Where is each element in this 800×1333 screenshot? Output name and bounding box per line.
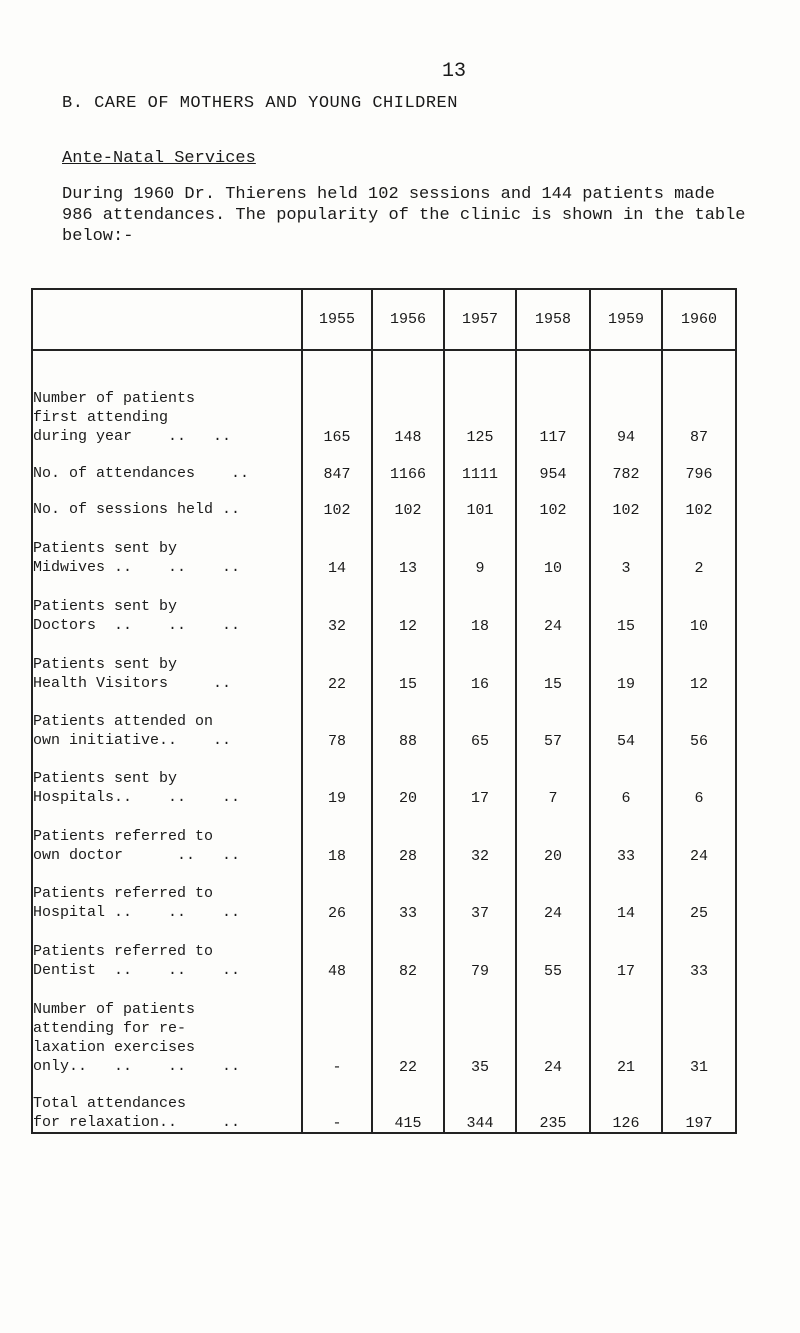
year-header: 1955: [302, 289, 372, 350]
value-cell: 1111: [444, 446, 516, 483]
row-label-line: for relaxation.. ..: [33, 1114, 241, 1131]
value-cell: 54: [590, 693, 662, 750]
year-header: 1960: [662, 289, 736, 350]
value-cell: 33: [662, 922, 736, 980]
value-cell: 847: [302, 446, 372, 483]
row-label-line: No. of sessions held ..: [33, 501, 241, 518]
value-cell: 20: [516, 807, 590, 865]
intro-line: below:-: [62, 227, 134, 246]
year-header: 1958: [516, 289, 590, 350]
value-cell: 94: [590, 350, 662, 446]
value-cell: 55: [516, 922, 590, 980]
value-cell: 26: [302, 865, 372, 922]
row-label-line: own doctor .. ..: [33, 847, 241, 864]
value-cell: 32: [444, 807, 516, 865]
value-cell: 24: [662, 807, 736, 865]
table-body: [32, 350, 736, 1133]
value-cell: 9: [444, 519, 516, 577]
value-cell: 3: [590, 519, 662, 577]
table-row: [32, 1076, 736, 1133]
row-label: [32, 483, 302, 519]
value-cell: 117: [516, 350, 590, 446]
value-cell: 24: [516, 980, 590, 1076]
value-cell: 12: [662, 635, 736, 693]
value-cell: 56: [662, 693, 736, 750]
value-cell: 2: [662, 519, 736, 577]
value-cell: 12: [372, 577, 444, 635]
row-label-line: during year .. ..: [33, 428, 232, 445]
attendance-table: [31, 288, 737, 1134]
table-row: [32, 635, 736, 693]
value-cell: 7: [516, 750, 590, 807]
value-cell: 33: [372, 865, 444, 922]
year-header-row: [32, 289, 736, 350]
value-cell: 15: [590, 577, 662, 635]
value-cell: -: [302, 980, 372, 1076]
row-label: [32, 980, 302, 1076]
value-cell: 102: [516, 483, 590, 519]
row-label-line: Dentist .. .. ..: [33, 962, 241, 979]
row-label-line: first attending: [33, 409, 169, 426]
table-row: [32, 693, 736, 750]
year-header: 1959: [590, 289, 662, 350]
row-label: [32, 750, 302, 807]
value-cell: 6: [662, 750, 736, 807]
value-cell: 17: [590, 922, 662, 980]
table-row: [32, 350, 736, 446]
row-label-line: Number of patients: [33, 1001, 196, 1018]
row-label: [32, 1076, 302, 1133]
value-cell: 31: [662, 980, 736, 1076]
row-label-line: laxation exercises: [33, 1039, 196, 1056]
subheading: Ante-Natal Services: [62, 149, 256, 168]
value-cell: 415: [372, 1076, 444, 1133]
value-cell: 10: [662, 577, 736, 635]
value-cell: 102: [662, 483, 736, 519]
intro-line: During 1960 Dr. Thierens held 102 sessions and 144 patients made: [62, 185, 715, 204]
value-cell: 57: [516, 693, 590, 750]
value-cell: 18: [302, 807, 372, 865]
row-label-line: only.. .. .. ..: [33, 1058, 241, 1075]
value-cell: 16: [444, 635, 516, 693]
value-cell: 14: [590, 865, 662, 922]
page-number: 13: [442, 60, 467, 83]
value-cell: 24: [516, 865, 590, 922]
row-label-line: Patients referred to: [33, 885, 214, 902]
row-label-line: Patients sent by: [33, 656, 178, 673]
row-label-line: Total attendances: [33, 1095, 187, 1112]
year-header: 1956: [372, 289, 444, 350]
row-label-line: Number of patients: [33, 390, 196, 407]
header-label-cell: [32, 289, 302, 350]
row-label-line: Patients referred to: [33, 943, 214, 960]
table-row: [32, 980, 736, 1076]
value-cell: 148: [372, 350, 444, 446]
row-label: [32, 446, 302, 483]
value-cell: 102: [372, 483, 444, 519]
value-cell: 197: [662, 1076, 736, 1133]
table-row: [32, 750, 736, 807]
table-row: [32, 922, 736, 980]
value-cell: 125: [444, 350, 516, 446]
section-heading: B. CARE OF MOTHERS AND YOUNG CHILDREN: [62, 94, 458, 113]
value-cell: 796: [662, 446, 736, 483]
value-cell: 954: [516, 446, 590, 483]
row-label-line: Hospital .. .. ..: [33, 904, 241, 921]
value-cell: 19: [302, 750, 372, 807]
value-cell: 88: [372, 693, 444, 750]
value-cell: 6: [590, 750, 662, 807]
value-cell: 48: [302, 922, 372, 980]
value-cell: 235: [516, 1076, 590, 1133]
value-cell: 65: [444, 693, 516, 750]
value-cell: 78: [302, 693, 372, 750]
value-cell: 10: [516, 519, 590, 577]
row-label: [32, 519, 302, 577]
row-label-line: own initiative.. ..: [33, 732, 232, 749]
row-label: [32, 635, 302, 693]
row-label: [32, 577, 302, 635]
row-label-line: Patients sent by: [33, 770, 178, 787]
row-label-line: Patients sent by: [33, 540, 178, 557]
value-cell: 101: [444, 483, 516, 519]
table-row: [32, 807, 736, 865]
value-cell: 82: [372, 922, 444, 980]
value-cell: 79: [444, 922, 516, 980]
intro-paragraph: [62, 184, 762, 247]
row-label-line: Patients sent by: [33, 598, 178, 615]
value-cell: 24: [516, 577, 590, 635]
value-cell: 782: [590, 446, 662, 483]
row-label: [32, 350, 302, 446]
row-label: [32, 693, 302, 750]
value-cell: 1166: [372, 446, 444, 483]
row-label-line: Hospitals.. .. ..: [33, 789, 241, 806]
value-cell: 17: [444, 750, 516, 807]
year-header: 1957: [444, 289, 516, 350]
value-cell: 18: [444, 577, 516, 635]
row-label-line: No. of attendances ..: [33, 465, 250, 482]
intro-line: 986 attendances. The popularity of the clinic is shown in the table: [62, 206, 746, 225]
value-cell: 32: [302, 577, 372, 635]
row-label: [32, 922, 302, 980]
row-label-line: Doctors .. .. ..: [33, 617, 241, 634]
value-cell: 22: [372, 980, 444, 1076]
table-row: [32, 865, 736, 922]
value-cell: 25: [662, 865, 736, 922]
table-row: [32, 483, 736, 519]
value-cell: 21: [590, 980, 662, 1076]
row-label: [32, 865, 302, 922]
value-cell: 102: [590, 483, 662, 519]
value-cell: 344: [444, 1076, 516, 1133]
value-cell: 14: [302, 519, 372, 577]
row-label-line: Midwives .. .. ..: [33, 559, 241, 576]
row-label: [32, 807, 302, 865]
value-cell: 33: [590, 807, 662, 865]
value-cell: 37: [444, 865, 516, 922]
value-cell: 13: [372, 519, 444, 577]
value-cell: 22: [302, 635, 372, 693]
value-cell: 15: [516, 635, 590, 693]
row-label-line: Patients referred to: [33, 828, 214, 845]
value-cell: 126: [590, 1076, 662, 1133]
row-label-line: Patients attended on: [33, 713, 214, 730]
value-cell: 15: [372, 635, 444, 693]
row-label-line: attending for re-: [33, 1020, 187, 1037]
value-cell: -: [302, 1076, 372, 1133]
value-cell: 28: [372, 807, 444, 865]
value-cell: 35: [444, 980, 516, 1076]
value-cell: 102: [302, 483, 372, 519]
table-row: [32, 577, 736, 635]
value-cell: 20: [372, 750, 444, 807]
table-row: [32, 446, 736, 483]
table-row: [32, 519, 736, 577]
value-cell: 87: [662, 350, 736, 446]
row-label-line: Health Visitors ..: [33, 675, 232, 692]
value-cell: 165: [302, 350, 372, 446]
value-cell: 19: [590, 635, 662, 693]
